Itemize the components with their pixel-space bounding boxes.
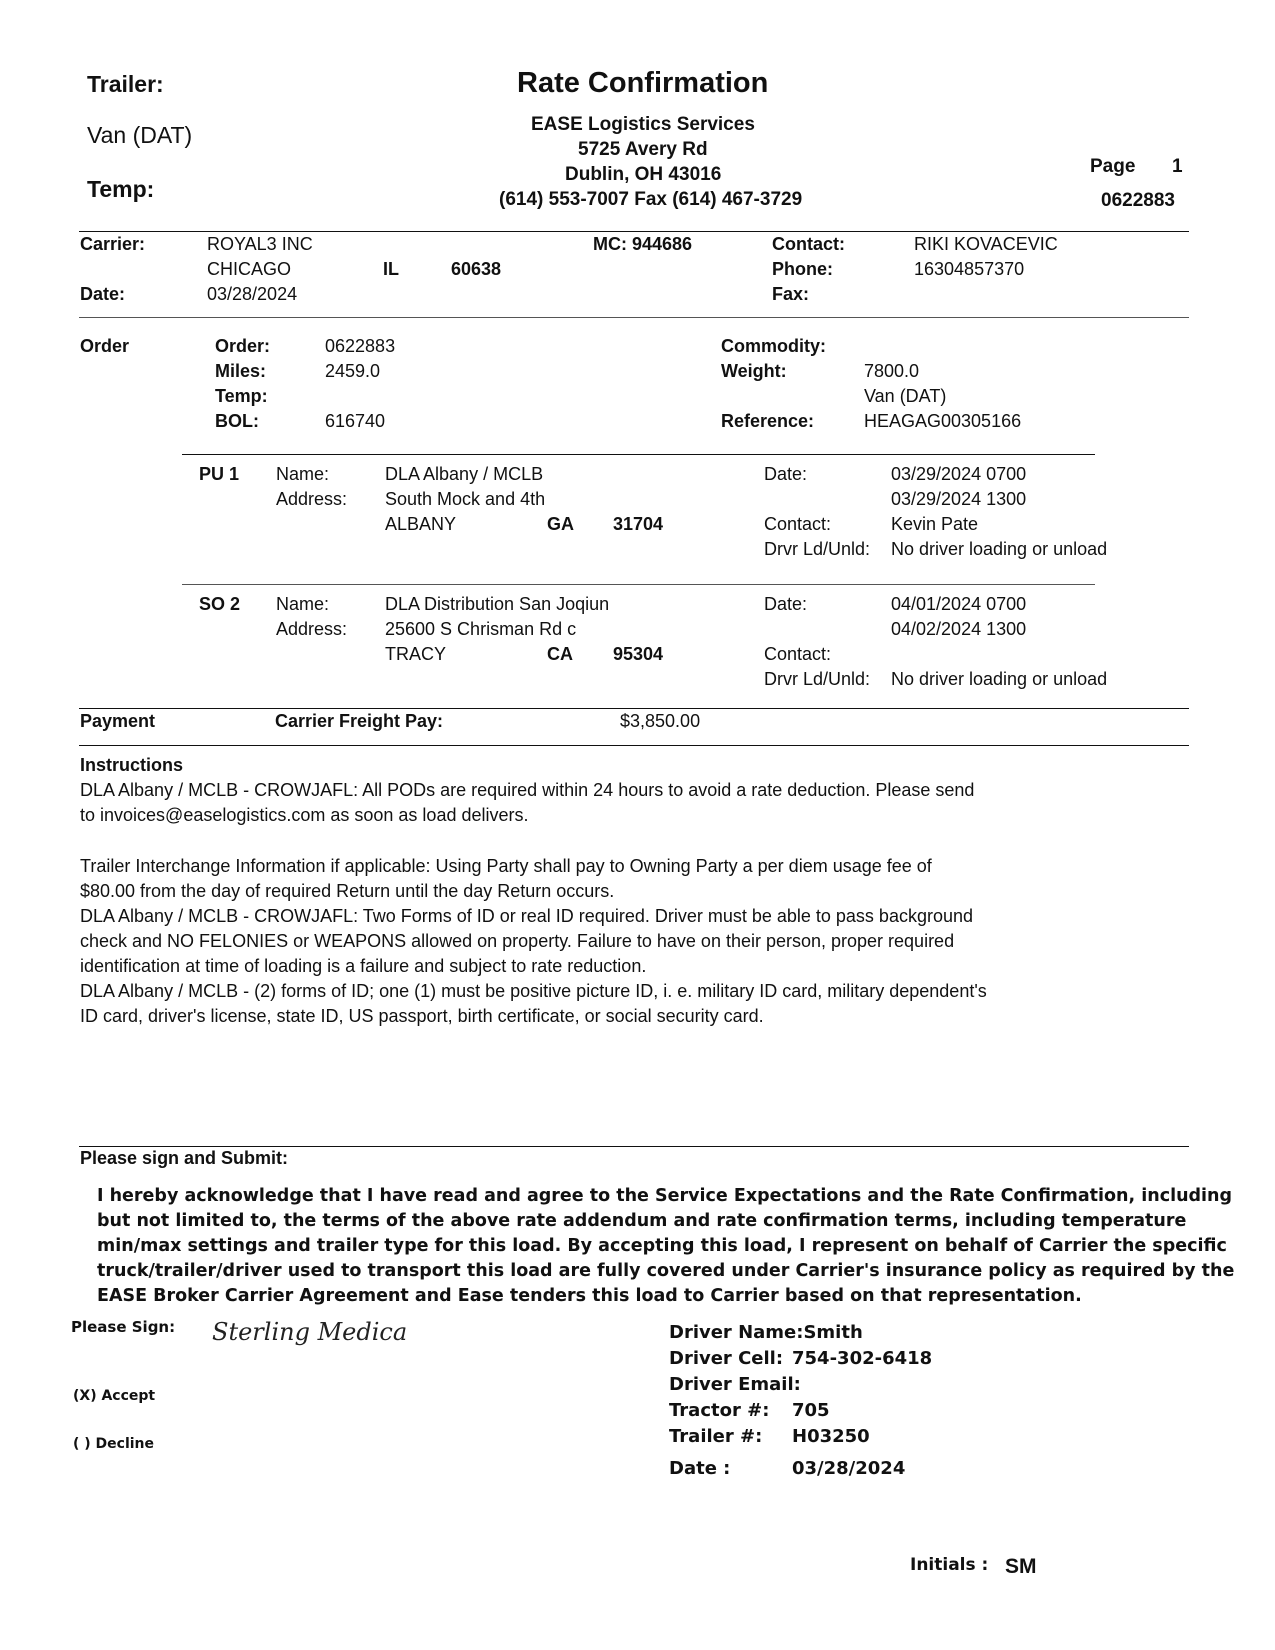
stop-state: GA xyxy=(547,514,574,534)
document-number: 0622883 xyxy=(1101,190,1175,211)
bol-label: BOL: xyxy=(215,411,259,431)
page-number: 1 xyxy=(1172,156,1183,177)
miles-value: 2459.0 xyxy=(325,361,381,381)
instructions-line: Trailer Interchange Information if applicable: Using Party shall pay to Owning Party a per diem usage fee of xyxy=(80,856,932,876)
temp-label: Temp: xyxy=(87,176,155,202)
instructions-line: to invoices@easelogistics.com as soon as load delivers. xyxy=(80,805,529,825)
stop-date-end: 03/29/2024 1300 xyxy=(891,489,1027,509)
equipment-value: Van (DAT) xyxy=(864,386,947,406)
page-title: Rate Confirmation xyxy=(517,67,769,99)
stop-city: TRACY xyxy=(385,644,447,664)
stop-date-label: Date: xyxy=(764,464,808,484)
divider xyxy=(79,1146,1189,1147)
driver-email-label: Driver Email: xyxy=(669,1374,801,1395)
sign-date-value: 03/28/2024 xyxy=(792,1458,906,1479)
stop-date-start: 03/29/2024 0700 xyxy=(891,464,1027,484)
divider xyxy=(79,231,1189,232)
weight-label: Weight: xyxy=(721,361,787,381)
stop-city: ALBANY xyxy=(385,514,457,534)
sign-submit-title: Please sign and Submit: xyxy=(80,1148,289,1168)
instructions-title: Instructions xyxy=(80,755,184,775)
driver-name-value: Smith xyxy=(803,1322,863,1343)
instructions-line: ID card, driver's license, state ID, US passport, birth certificate, or social security card. xyxy=(80,1006,764,1026)
driver-cell-label: Driver Cell: xyxy=(669,1348,784,1369)
instructions-line: $80.00 from the day of required Return until the day Return occurs. xyxy=(80,881,615,901)
stop-name: DLA Albany / MCLB xyxy=(385,464,544,484)
freight-pay-amount: $3,850.00 xyxy=(620,711,701,731)
acknowledgement-line: truck/trailer/driver used to transport this load are fully covered under Carrier's insurance policy as required by the xyxy=(97,1261,1235,1281)
reference-value: HEAGAG00305166 xyxy=(864,411,1022,431)
trailer-number-label: Trailer #: xyxy=(669,1426,763,1447)
stop-address-label: Address: xyxy=(276,619,348,639)
stop-date-start: 04/01/2024 0700 xyxy=(891,594,1027,614)
stop-address-label: Address: xyxy=(276,489,348,509)
divider xyxy=(79,745,1189,746)
carrier-zip: 60638 xyxy=(451,259,502,279)
stop-driver-label: Drvr Ld/Unld: xyxy=(764,539,871,559)
stop-name-label: Name: xyxy=(276,594,330,614)
instructions-line: check and NO FELONIES or WEAPONS allowed on property. Failure to have on their person, proper required xyxy=(80,931,955,951)
divider xyxy=(182,454,1095,455)
instructions-line: identification at time of loading is a failure and subject to rate reduction. xyxy=(80,956,647,976)
accept-option[interactable]: (X) Accept xyxy=(73,1388,156,1404)
carrier-date: 03/28/2024 xyxy=(207,284,298,304)
divider xyxy=(182,584,1095,585)
stop-driver-loading: No driver loading or unload xyxy=(891,539,1108,559)
carrier-phone-label: Phone: xyxy=(772,259,833,279)
trailer-value: Van (DAT) xyxy=(87,122,193,148)
initials-value[interactable]: SM xyxy=(1005,1555,1037,1578)
stop-address: 25600 S Chrisman Rd c xyxy=(385,619,577,639)
carrier-phone: 16304857370 xyxy=(914,259,1025,279)
page-label: Page xyxy=(1090,156,1136,177)
instructions-line: DLA Albany / MCLB - CROWJAFL: All PODs are required within 24 hours to avoid a rate deduction. Please send xyxy=(80,780,975,800)
order-temp-label: Temp: xyxy=(215,386,268,406)
order-number: 0622883 xyxy=(325,336,396,356)
tractor-value: 705 xyxy=(792,1400,830,1421)
stop-id: PU 1 xyxy=(199,464,240,484)
stop-address: South Mock and 4th xyxy=(385,489,546,509)
carrier-contact-label: Contact: xyxy=(772,234,845,254)
divider xyxy=(79,708,1189,709)
carrier-date-label: Date: xyxy=(80,284,126,304)
reference-label: Reference: xyxy=(721,411,815,431)
divider xyxy=(79,317,1189,318)
carrier-fax-label: Fax: xyxy=(772,284,810,304)
trailer-label: Trailer: xyxy=(87,71,164,97)
stop-contact-label: Contact: xyxy=(764,514,832,534)
stop-date-end: 04/02/2024 1300 xyxy=(891,619,1027,639)
driver-name-label: Driver Name: xyxy=(669,1322,804,1343)
acknowledgement-line: but not limited to, the terms of the above rate addendum and rate confirmation terms, including temperature xyxy=(97,1211,1187,1231)
carrier-state: IL xyxy=(383,259,399,279)
bol-value: 616740 xyxy=(325,411,386,431)
driver-cell-value: 754-302-6418 xyxy=(792,1348,933,1369)
miles-label: Miles: xyxy=(215,361,267,381)
carrier-city: CHICAGO xyxy=(207,259,292,279)
instructions-line: DLA Albany / MCLB - CROWJAFL: Two Forms of ID or real ID required. Driver must be able to pass background xyxy=(80,906,974,926)
acknowledgement-line: EASE Broker Carrier Agreement and Ease tenders this load to Carrier based on that representation. xyxy=(97,1286,1082,1306)
stop-name-label: Name: xyxy=(276,464,330,484)
stop-zip: 95304 xyxy=(613,644,664,664)
stop-contact-label: Contact: xyxy=(764,644,832,664)
carrier-contact: RIKI KOVACEVIC xyxy=(914,234,1058,254)
stop-name: DLA Distribution San Joqiun xyxy=(385,594,610,614)
carrier-label: Carrier: xyxy=(80,234,146,254)
driver-name-field xyxy=(669,1322,863,1343)
sign-date-label: Date : xyxy=(669,1458,731,1479)
stop-zip: 31704 xyxy=(613,514,664,534)
acknowledgement-line: min/max settings and trailer type for this load. By accepting this load, I represent on behalf of Carrier the specific xyxy=(97,1236,1227,1256)
carrier-mc: MC: 944686 xyxy=(593,234,693,254)
payment-label: Payment xyxy=(80,711,156,731)
stop-driver-label: Drvr Ld/Unld: xyxy=(764,669,871,689)
weight-value: 7800.0 xyxy=(864,361,920,381)
stop-contact: Kevin Pate xyxy=(891,514,979,534)
instructions-line: DLA Albany / MCLB - (2) forms of ID; one (1) must be positive picture ID, i. e. military ID card, military dependent's xyxy=(80,981,987,1001)
initials-label: Initials : xyxy=(910,1555,989,1575)
company-address-line2: Dublin, OH 43016 xyxy=(565,164,722,185)
freight-pay-label: Carrier Freight Pay: xyxy=(275,711,444,731)
signature[interactable]: Sterling Medica xyxy=(212,1318,408,1346)
order-section-label: Order xyxy=(80,336,130,356)
please-sign-label: Please Sign: xyxy=(71,1318,176,1336)
stop-driver-loading: No driver loading or unload xyxy=(891,669,1108,689)
trailer-number-value: H03250 xyxy=(792,1426,870,1447)
company-name: EASE Logistics Services xyxy=(531,114,755,135)
stop-id: SO 2 xyxy=(199,594,241,614)
commodity-label: Commodity: xyxy=(721,336,826,356)
stop-date-label: Date: xyxy=(764,594,808,614)
tractor-label: Tractor #: xyxy=(669,1400,770,1421)
acknowledgement-line: I hereby acknowledge that I have read and agree to the Service Expectations and the Rate Confirmation, including xyxy=(97,1186,1233,1206)
company-phone-fax: (614) 553-7007 Fax (614) 467-3729 xyxy=(499,189,803,210)
decline-option[interactable]: ( ) Decline xyxy=(73,1436,155,1452)
order-label: Order: xyxy=(215,336,271,356)
stop-state: CA xyxy=(547,644,573,664)
carrier-name: ROYAL3 INC xyxy=(207,234,313,254)
company-address-line1: 5725 Avery Rd xyxy=(578,139,708,160)
